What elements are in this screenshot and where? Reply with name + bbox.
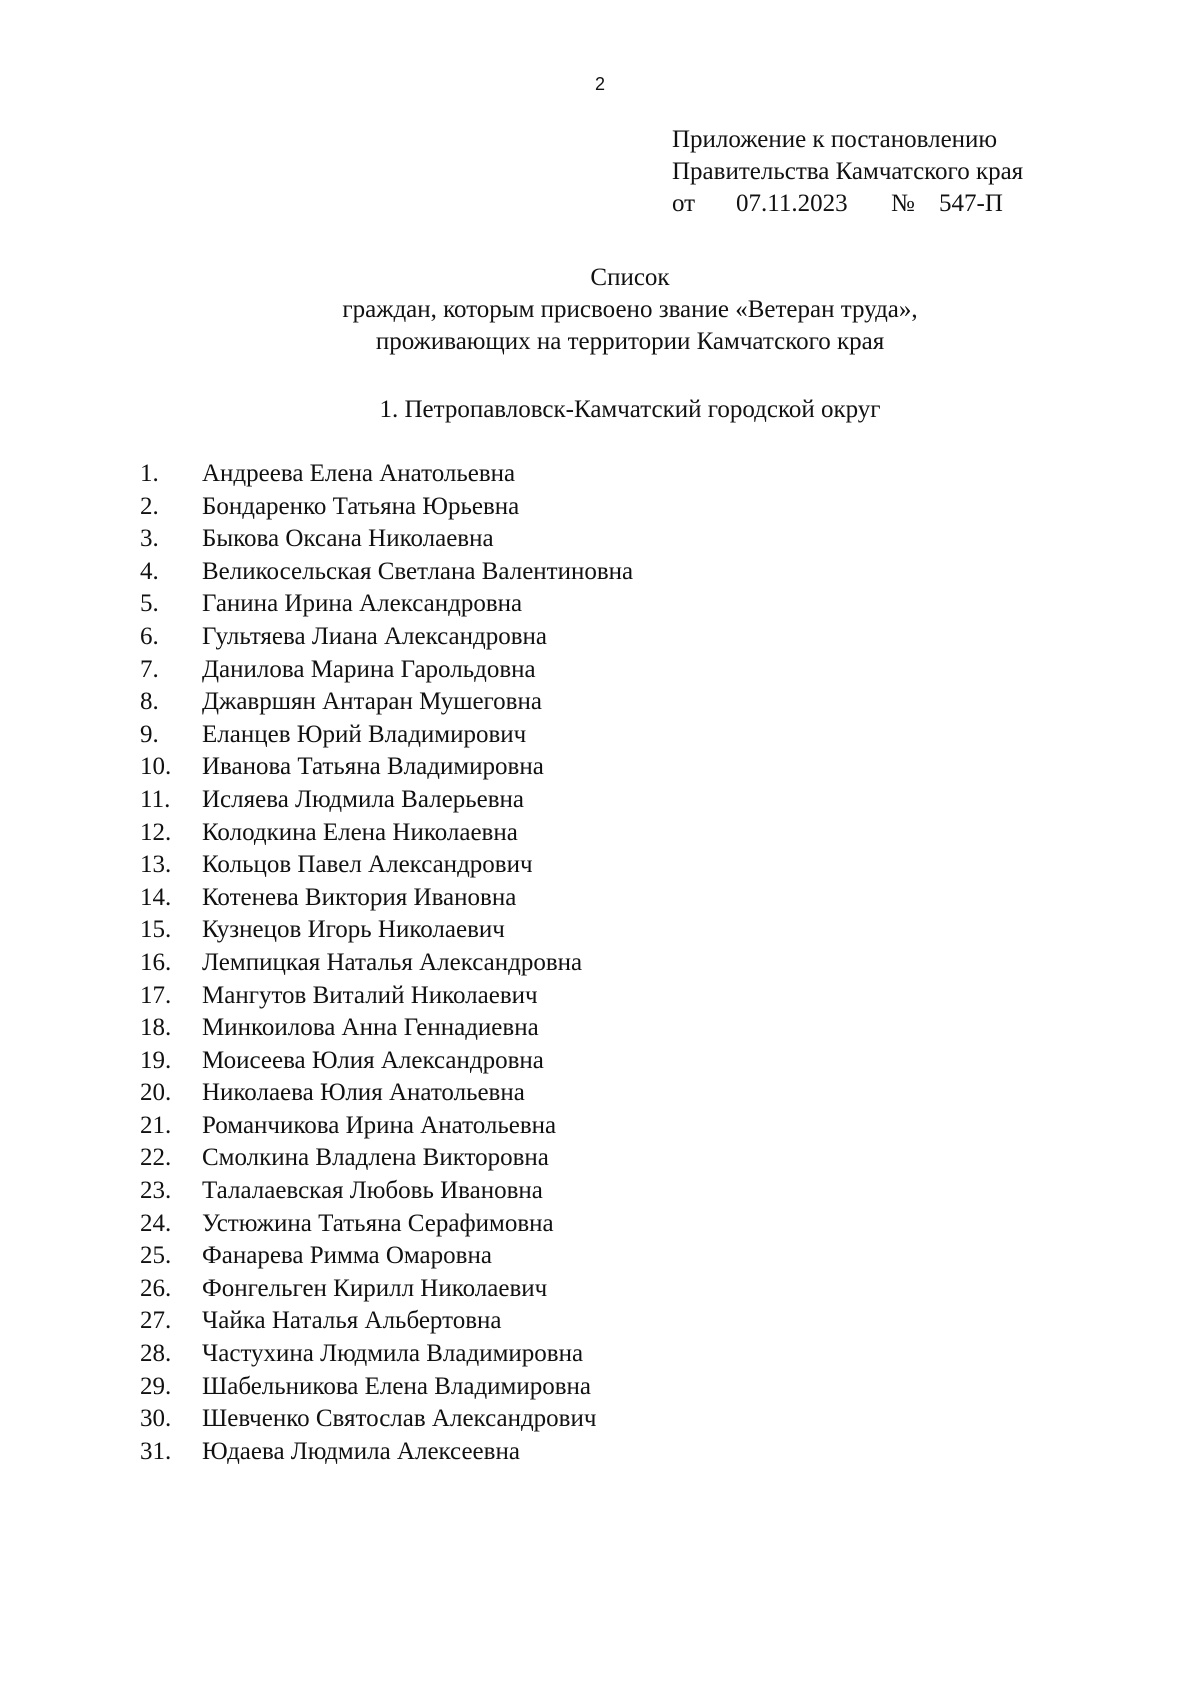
list-item-name: Иванова Татьяна Владимировна	[202, 753, 544, 781]
appendix-line-2: Правительства Камчатского края	[672, 158, 1024, 185]
appendix-number-sign: №	[891, 190, 915, 217]
title-line-1: Список	[590, 264, 670, 291]
list-item-name: Великосельская Светлана Валентиновна	[202, 557, 634, 585]
list-item-number: 30.	[140, 1405, 172, 1433]
list-item-number: 13.	[140, 851, 172, 879]
list-item	[140, 1142, 633, 1175]
list-item-name: Колодкина Елена Николаевна	[202, 818, 518, 846]
list-item-number: 6.	[140, 622, 159, 650]
list-item-name: Еланцев Юрий Владимирович	[202, 720, 527, 748]
list-item	[140, 849, 633, 882]
list-item-name: Устюжина Татьяна Серафимовна	[202, 1209, 554, 1237]
list-item-name: Мангутов Виталий Николаевич	[202, 981, 538, 1009]
list-item-name: Котенева Виктория Ивановна	[202, 883, 517, 911]
list-item	[140, 1273, 633, 1306]
list-item	[140, 719, 633, 752]
list-item-name: Шевченко Святослав Александрович	[202, 1405, 597, 1433]
list-item	[140, 914, 633, 947]
list-item-name: Талалаевская Любовь Ивановна	[202, 1177, 543, 1205]
list-item	[140, 1110, 633, 1143]
list-item-number: 10.	[140, 753, 172, 781]
page-number: 2	[594, 74, 605, 94]
list-item-number: 28.	[140, 1340, 172, 1368]
list-item-name: Шабельникова Елена Владимировна	[202, 1372, 592, 1400]
list-item	[140, 947, 633, 980]
list-item-name: Моисеева Юлия Александровна	[202, 1046, 544, 1074]
list-item-name: Лемпицкая Наталья Александровна	[202, 948, 583, 976]
appendix-number: 547-П	[939, 190, 1003, 217]
list-item-name: Данилова Марина Гарольдовна	[202, 655, 536, 683]
list-item-name: Смолкина Владлена Викторовна	[202, 1144, 549, 1172]
list-item	[140, 1077, 633, 1110]
list-item	[140, 1305, 633, 1338]
list-item	[140, 784, 633, 817]
list-item-number: 24.	[140, 1209, 172, 1237]
list-item-name: Романчикова Ирина Анатольевна	[202, 1111, 557, 1139]
list-item	[140, 621, 633, 654]
list-item	[140, 1338, 633, 1371]
list-item	[140, 491, 633, 524]
list-item-number: 14.	[140, 883, 172, 911]
list-item	[140, 1175, 633, 1208]
list-item-number: 15.	[140, 916, 172, 944]
list-item-name: Кольцов Павел Александрович	[202, 851, 533, 879]
list-item-name: Ганина Ирина Александровна	[202, 590, 523, 618]
list-item-number: 18.	[140, 1014, 172, 1042]
list-item-number: 29.	[140, 1372, 172, 1400]
list-item-name: Чайка Наталья Альбертовна	[202, 1307, 502, 1335]
appendix-date: 07.11.2023	[736, 190, 848, 217]
list-item-name: Минкоилова Анна Геннадиевна	[202, 1014, 539, 1042]
appendix-reference	[672, 124, 1023, 220]
document-title	[0, 262, 1200, 358]
list-item-number: 16.	[140, 948, 172, 976]
list-item-number: 3.	[140, 525, 159, 553]
list-item-number: 5.	[140, 590, 159, 618]
list-item	[140, 1436, 633, 1469]
appendix-from-label: от	[672, 190, 696, 217]
list-item	[140, 1371, 633, 1404]
appendix-line-1: Приложение к постановлению	[672, 126, 998, 153]
list-item-number: 21.	[140, 1111, 172, 1139]
list-item-name: Кузнецов Игорь Николаевич	[202, 916, 505, 944]
title-line-2: граждан, которым присвоено звание «Ветеран труда»,	[342, 296, 918, 323]
list-item-name: Фанарева Римма Омаровна	[202, 1242, 492, 1270]
list-item-number: 12.	[140, 818, 172, 846]
list-item-number: 26.	[140, 1274, 172, 1302]
list-item-number: 20.	[140, 1079, 172, 1107]
list-item	[140, 751, 633, 784]
list-item	[140, 1045, 633, 1078]
list-item	[140, 556, 633, 589]
list-item-number: 25.	[140, 1242, 172, 1270]
list-item	[140, 1403, 633, 1436]
list-item-number: 1.	[140, 460, 159, 487]
list-item	[140, 686, 633, 719]
list-item	[140, 1208, 633, 1241]
list-item	[140, 523, 633, 556]
list-item-number: 7.	[140, 655, 159, 683]
list-item-name: Частухина Людмила Владимировна	[202, 1340, 584, 1368]
list-item	[140, 817, 633, 850]
list-item-number: 27.	[140, 1307, 172, 1335]
list-item-number: 8.	[140, 688, 159, 716]
appendix-resolution-ref	[672, 188, 1023, 220]
list-item-name: Быкова Оксана Николаевна	[202, 525, 494, 553]
list-item-number: 11.	[140, 785, 171, 813]
list-item	[140, 654, 633, 687]
list-item-name: Бондаренко Татьяна Юрьевна	[202, 492, 520, 520]
list-item	[140, 1240, 633, 1273]
list-item-number: 22.	[140, 1144, 172, 1172]
list-item	[140, 1012, 633, 1045]
list-item-name: Фонгельген Кирилл Николаевич	[202, 1274, 548, 1302]
list-item-number: 23.	[140, 1177, 172, 1205]
title-line-3: проживающих на территории Камчатского края	[375, 328, 885, 355]
list-item-number: 2.	[140, 492, 159, 520]
list-item-name: Исляева Людмила Валерьевна	[202, 785, 524, 813]
list-item-name: Гультяева Лиана Александровна	[202, 622, 548, 650]
list-item	[140, 882, 633, 915]
list-item-number: 4.	[140, 557, 159, 585]
list-item-name: Николаева Юлия Анатольевна	[202, 1079, 525, 1107]
list-item-name: Джавршян Антаран Мушеговна	[202, 688, 542, 716]
list-item-number: 31.	[140, 1437, 172, 1465]
people-list	[140, 458, 633, 1468]
list-item-name: Андреева Елена Анатольевна	[202, 460, 516, 487]
list-item-name: Юдаева Людмила Алексеевна	[202, 1437, 520, 1465]
list-item-number: 9.	[140, 720, 159, 748]
list-item-number: 17.	[140, 981, 172, 1009]
list-item	[140, 458, 633, 491]
list-item	[140, 980, 633, 1013]
section-heading: 1. Петропавловск-Камчатский городской округ	[379, 396, 881, 423]
list-item	[140, 588, 633, 621]
list-item-number: 19.	[140, 1046, 172, 1074]
